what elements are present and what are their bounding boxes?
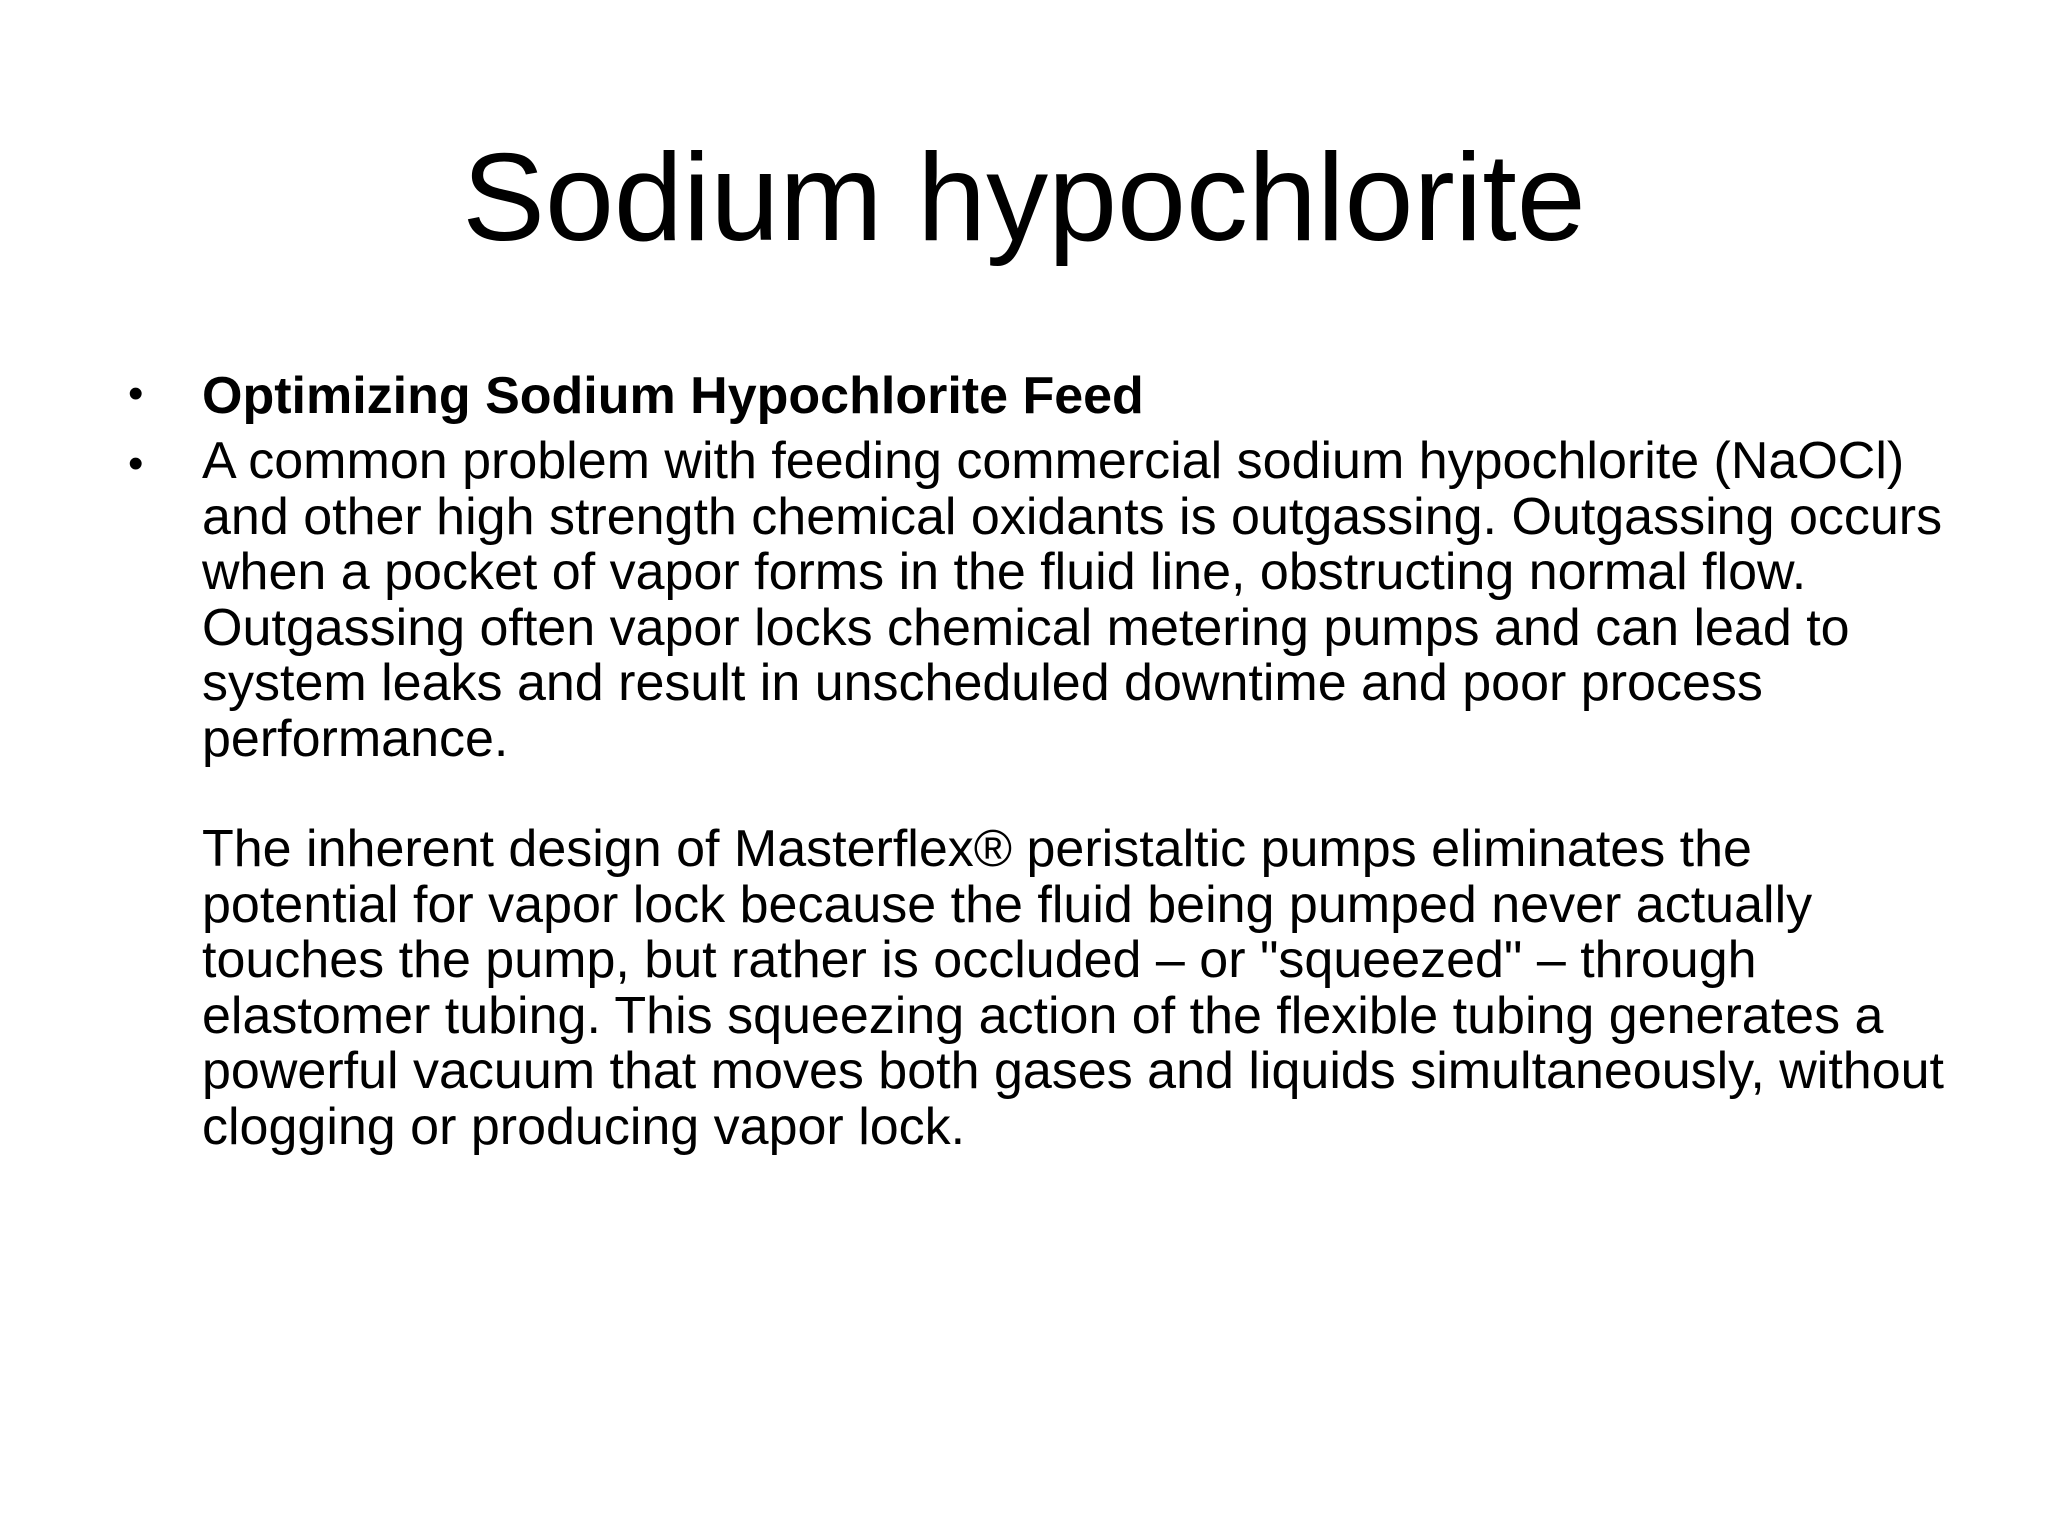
paragraph-peristaltic: The inherent design of Masterflex® peristaltic pumps eliminates the potential for vapor lock because the fluid being pumped never actually touches the pump, but rather is occluded – or "squeezed" – through elastomer tubing. This squeezing action of the flexible tubing generates a powerful vacuum that moves both gases and liquids simultaneously, without clogging or producing vapor lock. [202, 820, 1944, 1156]
bullet-item-body [128, 434, 1948, 1155]
bullet-list [128, 366, 1948, 1155]
bullet-heading-text: Optimizing Sodium Hypochlorite Feed [202, 367, 1144, 425]
slide-title: Sodium hypochlorite [462, 129, 1586, 267]
bullet-icon: • [128, 439, 144, 488]
bullet-body [202, 434, 1948, 1155]
bullet-item-heading [128, 366, 1948, 434]
bullet-icon: • [128, 369, 144, 418]
paragraph-outgassing: A common problem with feeding commercial sodium hypochlorite (NaOCl) and other high strength chemical oxidants is outgassing. Outgassing occurs when a pocket of vapor forms in the fluid line, obstructing normal flow. Outgassing often vapor locks chemical metering pumps and can lead to system leaks and result in unscheduled downtime and poor process performance. [202, 432, 1943, 768]
